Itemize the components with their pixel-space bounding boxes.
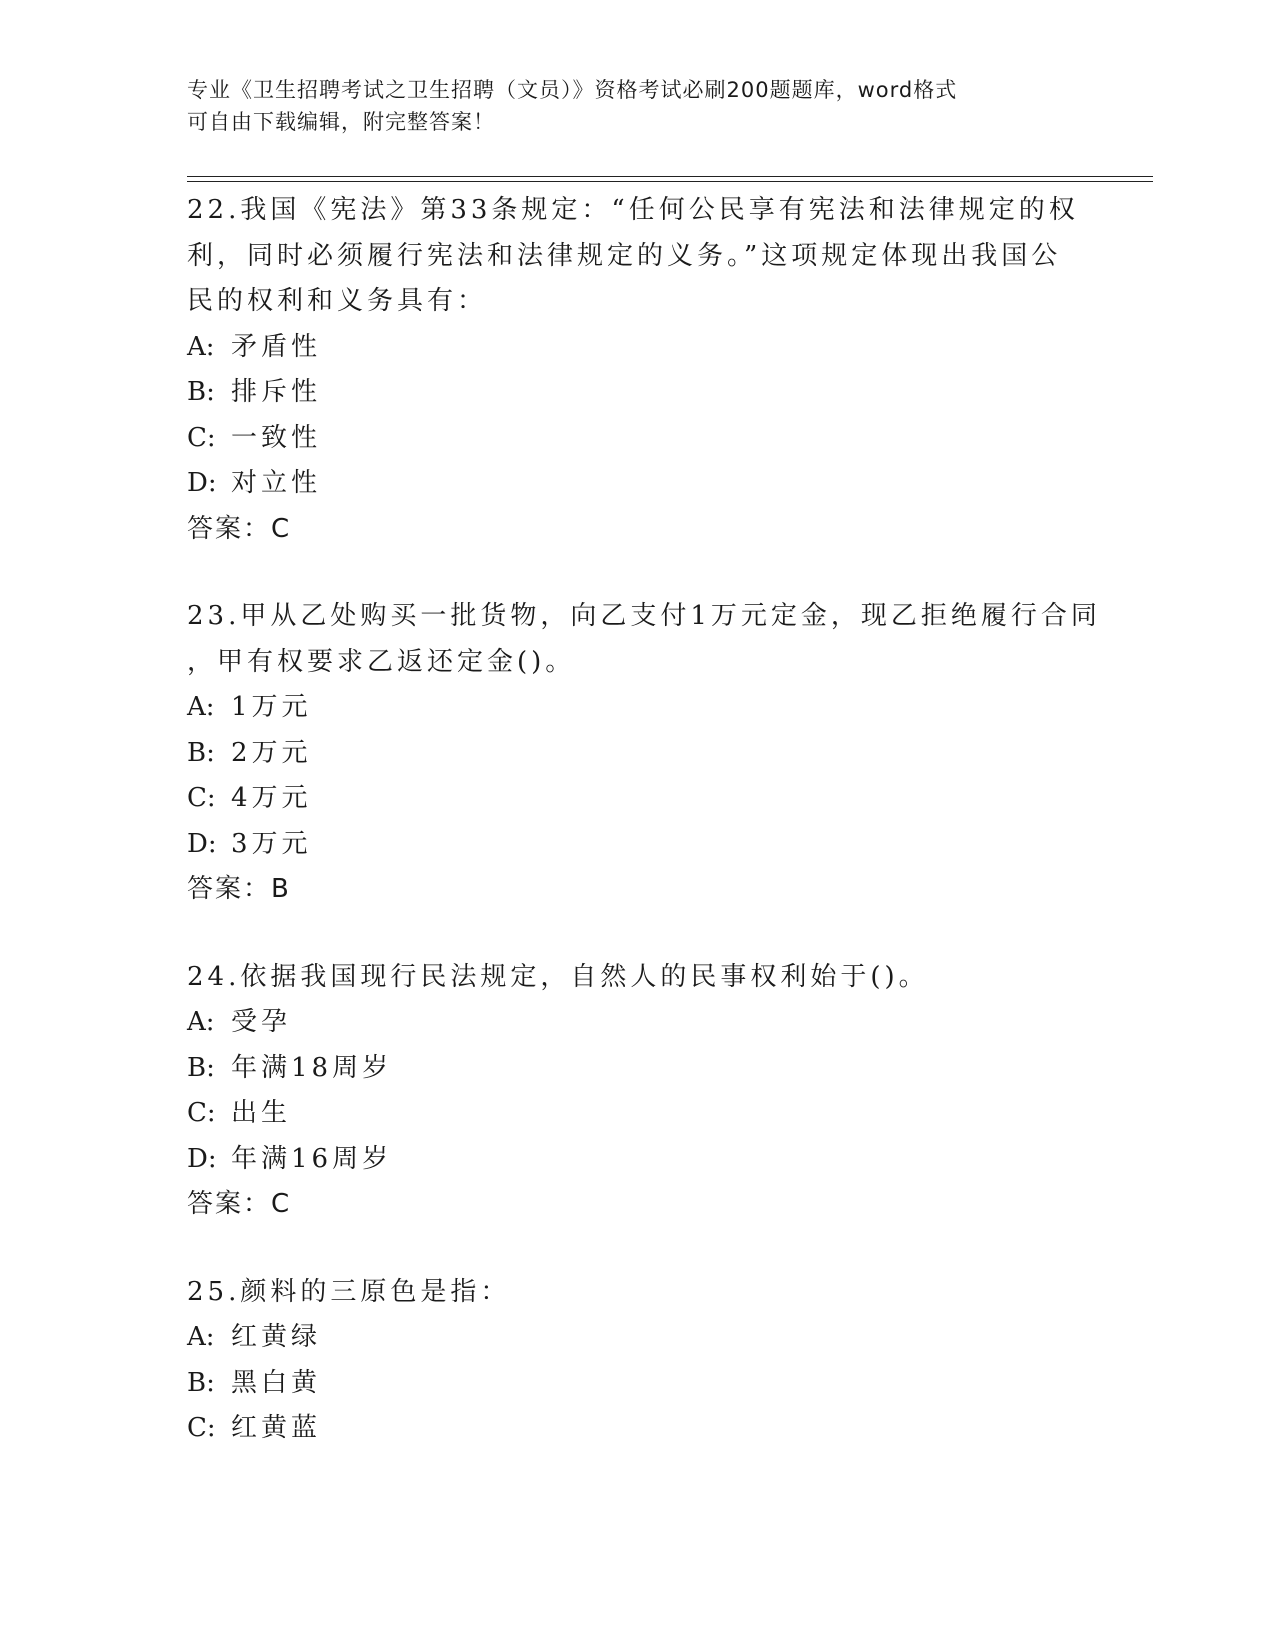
option-text: 受孕	[231, 1007, 292, 1037]
option-label: A:	[187, 331, 215, 362]
option-label: D:	[187, 1143, 217, 1174]
answer-option	[187, 1091, 1087, 1137]
answer-key: 答案：B	[187, 874, 291, 904]
option-text: 排斥性	[231, 377, 322, 407]
option-text: 对立性	[231, 468, 322, 498]
option-label: B:	[187, 377, 215, 407]
question-stem-line: 民的权利和义务具有：	[187, 286, 488, 316]
answer-option	[187, 1315, 1087, 1361]
option-label: D:	[187, 828, 217, 859]
answer-option	[187, 776, 1087, 822]
question-stem-line: ，甲有权要求乙返还定金()。	[187, 646, 576, 677]
answer-key: 答案：C	[187, 513, 292, 544]
answer-option	[187, 1406, 1087, 1452]
option-label: C:	[187, 422, 216, 453]
answer-option	[187, 1137, 1087, 1183]
question-block	[187, 955, 1087, 1228]
answer-option	[187, 1361, 1087, 1407]
answer-option	[187, 325, 1087, 371]
question-stem-line: 23.甲从乙处购买一批货物，向乙支付1万元定金，现乙拒绝履行合同	[187, 601, 1101, 631]
option-label: D:	[187, 468, 217, 498]
answer-option	[187, 822, 1087, 868]
option-text: 红黄绿	[231, 1322, 322, 1352]
question-stem-line: 25.颜料的三原色是指：	[187, 1276, 511, 1307]
question-stem-line: 24.依据我国现行民法规定，自然人的民事权利始于()。	[187, 961, 929, 992]
question-stem-line: 利，同时必须履行宪法和法律规定的义务。”这项规定体现出我国公	[187, 240, 1062, 271]
option-text: 1万元	[231, 692, 312, 722]
option-label: C:	[187, 1413, 216, 1443]
option-label: A:	[187, 1322, 215, 1352]
option-label: A:	[187, 692, 215, 722]
option-text: 一致性	[231, 422, 322, 453]
option-text: 年满16周岁	[231, 1143, 393, 1174]
question-block	[187, 1270, 1087, 1452]
option-text: 年满18周岁	[231, 1052, 393, 1083]
option-label: B:	[187, 737, 215, 768]
header-divider-top	[187, 176, 1153, 177]
option-label: C:	[187, 783, 216, 813]
answer-option	[187, 370, 1087, 416]
option-label: C:	[187, 1098, 216, 1128]
question-stem-line: 22.我国《宪法》第33条规定：“任何公民享有宪法和法律规定的权	[187, 195, 1079, 225]
answer-key: 答案：C	[187, 1189, 292, 1219]
answer-option	[187, 1046, 1087, 1092]
answer-option	[187, 416, 1087, 462]
document-header	[187, 74, 1067, 138]
answer-option	[187, 461, 1087, 507]
question-block	[187, 188, 1087, 552]
header-divider-bottom	[187, 181, 1153, 182]
option-text: 3万元	[231, 828, 312, 859]
option-text: 矛盾性	[231, 331, 322, 362]
option-text: 黑白黄	[231, 1367, 322, 1398]
answer-option	[187, 1000, 1087, 1046]
option-label: A:	[187, 1007, 215, 1037]
header-line-2: 可自由下载编辑，附完整答案！	[187, 110, 495, 134]
header-line-1: 专业《卫生招聘考试之卫生招聘（文员）》资格考试必刷200题题库，word格式	[187, 78, 958, 102]
option-label: B:	[187, 1367, 215, 1398]
answer-option	[187, 685, 1087, 731]
option-text: 2万元	[231, 737, 312, 768]
question-block	[187, 594, 1101, 913]
option-text: 红黄蓝	[231, 1413, 322, 1443]
answer-option	[187, 731, 1087, 777]
option-text: 4万元	[231, 783, 312, 813]
option-text: 出生	[231, 1098, 292, 1128]
question-list	[187, 188, 1101, 1494]
option-label: B:	[187, 1052, 215, 1083]
